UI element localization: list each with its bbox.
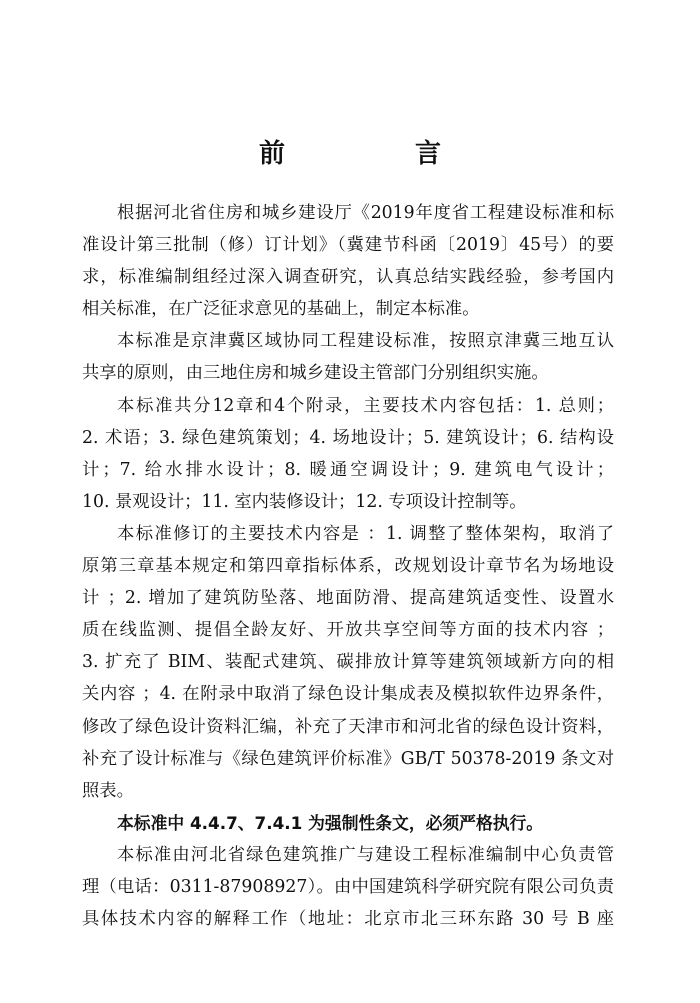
paragraph-line: 计 ；2. 增加了建筑防坠落、地面防滑、提高建筑适变性、设置水 (82, 588, 614, 609)
paragraph-line: 本标准是京津冀区域协同工程建设标准，按照京津冀三地互认 (117, 331, 614, 352)
paragraph-line: 理（电话：0311-87908927）。由中国建筑科学研究院有限公司负责 (82, 876, 614, 897)
paragraph-line: 本标准共分12章和4个附录，主要技术内容包括：1. 总则； (117, 395, 614, 416)
paragraph-line: 关内容 ；4. 在附录中取消了绿色设计集成表及模拟软件边界条件， (82, 684, 614, 705)
preface-body (82, 197, 614, 935)
paragraph-line: 原第三章基本规定和第四章指标体系，改规划设计章节名为场地设 (82, 556, 614, 577)
paragraph-line: 修改了绿色设计资料汇编，补充了天津市和河北省的绿色设计资料， (82, 716, 614, 737)
paragraph-line: 本标准修订的主要技术内容是 ：1. 调整了整体架构，取消了 (117, 523, 614, 544)
paragraph-line: 3. 扩充了 BIM、装配式建筑、碳排放计算等建筑领域新方向的相 (82, 652, 614, 673)
mandatory-clause-note: 本标准中 4.4.7、7.4.1 为强制性条文，必须严格执行。 (117, 812, 544, 833)
paragraph-line: 补充了设计标准与《绿色建筑评价标准》GB/T 50378-2019 条文对 (82, 748, 614, 769)
paragraph-line: 质在线监测、提倡全龄友好、开放共享空间等方面的技术内容 ； (82, 620, 614, 641)
paragraph-line: 10. 景观设计；11. 室内装修设计；12. 专项设计控制等。 (82, 491, 527, 512)
paragraph-line: 求，标准编制组经过深入调查研究，认真总结实践经验，参考国内 (82, 267, 614, 288)
paragraph-line: 相关标准，在广泛征求意见的基础上，制定本标准。 (82, 299, 480, 320)
paragraph-line: 准设计第三批制（修）订计划》（冀建节科函〔2019〕45号）的要 (82, 235, 614, 256)
paragraph-line: 共享的原则，由三地住房和城乡建设主管部门分别组织实施。 (82, 363, 549, 384)
paragraph-line: 本标准由河北省绿色建筑推广与建设工程标准编制中心负责管 (117, 844, 614, 865)
paragraph-line: 照表。 (82, 780, 134, 801)
paragraph-line: 根据河北省住房和城乡建设厅《2019年度省工程建设标准和标 (117, 203, 614, 223)
paragraph-line: 计；7. 给水排水设计；8. 暖通空调设计；9. 建筑电气设计； (82, 459, 614, 480)
page-title: 前 言 (258, 139, 493, 169)
paragraph-line: 2. 术语；3. 绿色建筑策划；4. 场地设计；5. 建筑设计；6. 结构设 (82, 427, 614, 448)
paragraph-line: 具体技术内容的解释工作（地址：北京市北三环东路 30 号 B 座 (82, 909, 614, 930)
